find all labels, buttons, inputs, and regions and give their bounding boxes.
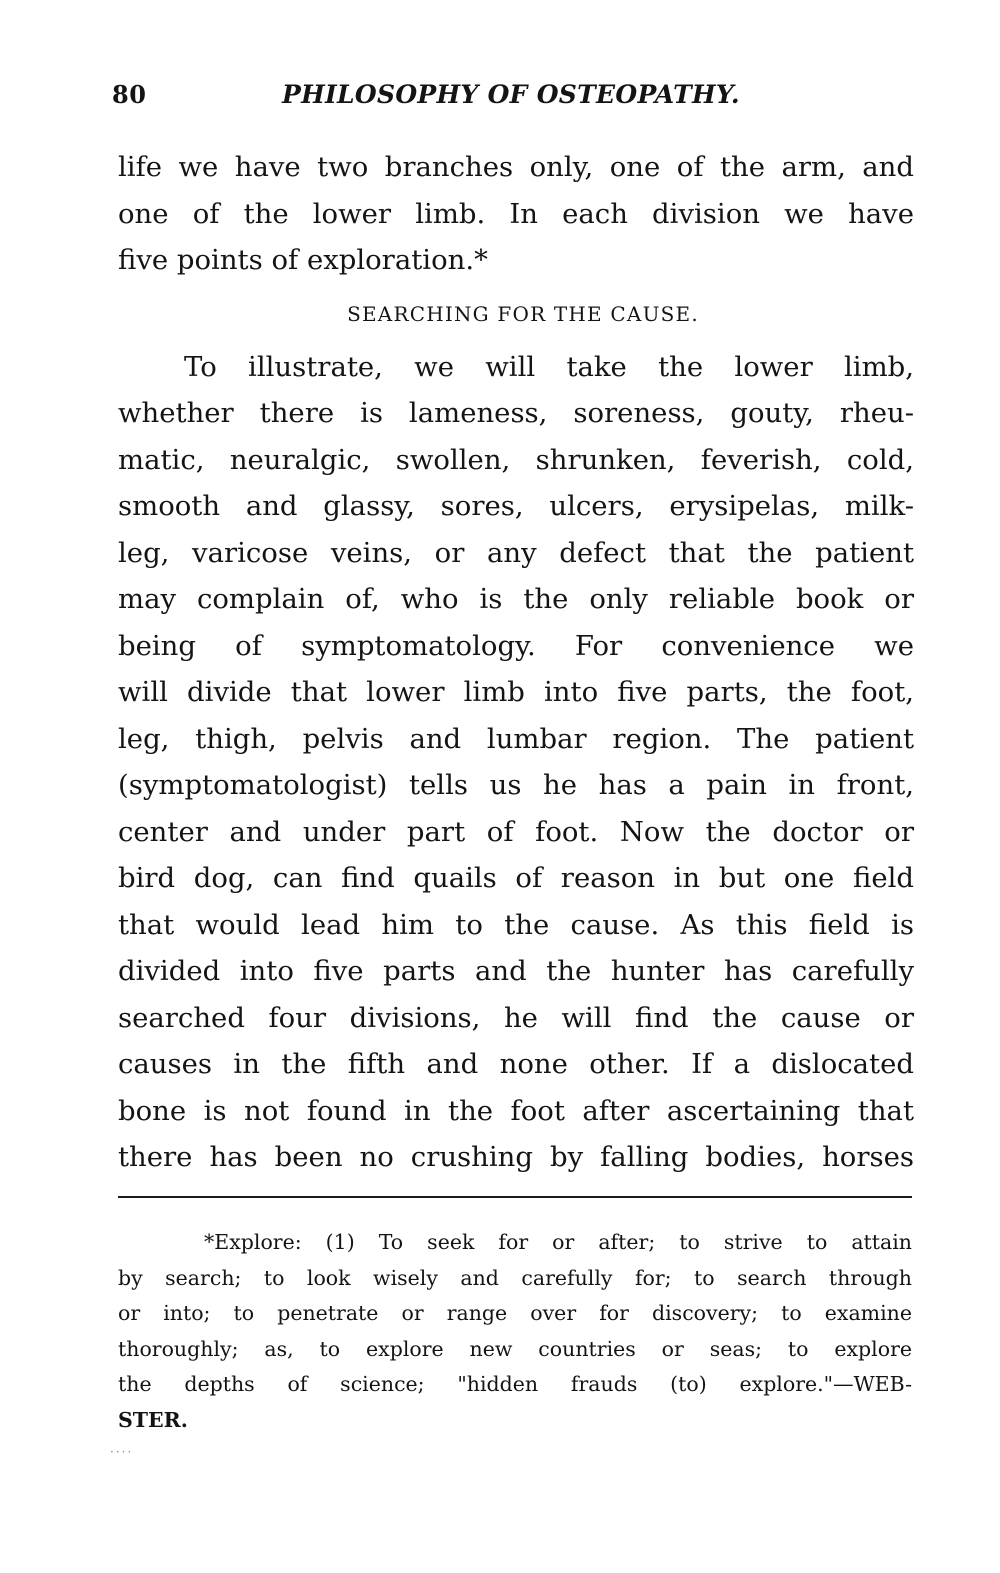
section-heading: SEARCHING FOR THE CAUSE. — [347, 301, 699, 326]
text-line: may complain of, who is the only reliable book or — [118, 583, 914, 615]
text-line: whether there is lameness, soreness, gouty, rheu- — [118, 397, 914, 429]
text-line: center and under part of foot. Now the doctor or — [118, 815, 914, 848]
text-line: matic, neuralgic, swollen, shrunken, feverish, cold, — [118, 443, 914, 476]
text-line: causes in the fifth and none other. If a dislocated — [118, 1048, 914, 1080]
text-line: divided into five parts and the hunter has carefully — [118, 955, 914, 987]
print-speck: ···· — [110, 1445, 134, 1459]
footnote — [118, 1225, 912, 1438]
text-line: (symptomatologist) tells us he has a pain in front, — [118, 769, 914, 801]
text-line: life we have two branches only, one of the arm, and — [118, 151, 914, 183]
text-line: being of symptomatology. For convenience we — [118, 629, 914, 662]
text-line: leg, thigh, pelvis and lumbar region. The patient — [118, 722, 914, 755]
footnote-line: by search; to look wisely and carefully for; to search through — [118, 1265, 912, 1290]
running-head — [112, 80, 812, 120]
text-line: that would lead him to the cause. As this field is — [118, 908, 914, 941]
footnote-divider — [118, 1196, 912, 1198]
footnote-line: *Explore: (1) To seek for or after; to strive to attain — [204, 1230, 912, 1254]
text-line: searched four divisions, he will find the cause or — [118, 1001, 914, 1034]
page-number: 80 — [112, 80, 147, 109]
text-line: To illustrate, we will take the lower limb, — [184, 350, 914, 383]
text-line: will divide that lower limb into five parts, the foot, — [118, 676, 914, 708]
text-line: bird dog, can find quails of reason in but one field — [118, 862, 914, 894]
footnote-line: STER. — [118, 1407, 188, 1432]
page-header-title: PHILOSOPHY OF OSTEOPATHY. — [282, 80, 740, 109]
text-line: smooth and glassy, sores, ulcers, erysipelas, milk- — [118, 490, 914, 522]
footnote-line: the depths of science; "hidden frauds (to) explore."—WEB- — [118, 1372, 912, 1396]
text-line: there has been no crushing by falling bodies, horses — [118, 1141, 914, 1173]
text-line: bone is not found in the foot after ascertaining that — [118, 1094, 914, 1127]
footnote-line: thoroughly; as, to explore new countries or seas; to explore — [118, 1336, 912, 1361]
text-line: leg, varicose veins, or any defect that the patient — [118, 536, 914, 569]
body-text — [118, 144, 914, 1181]
text-line: one of the lower limb. In each division we have — [118, 197, 914, 230]
footnote-line: or into; to penetrate or range over for discovery; to examine — [118, 1301, 912, 1325]
text-line: five points of exploration.* — [118, 244, 488, 276]
